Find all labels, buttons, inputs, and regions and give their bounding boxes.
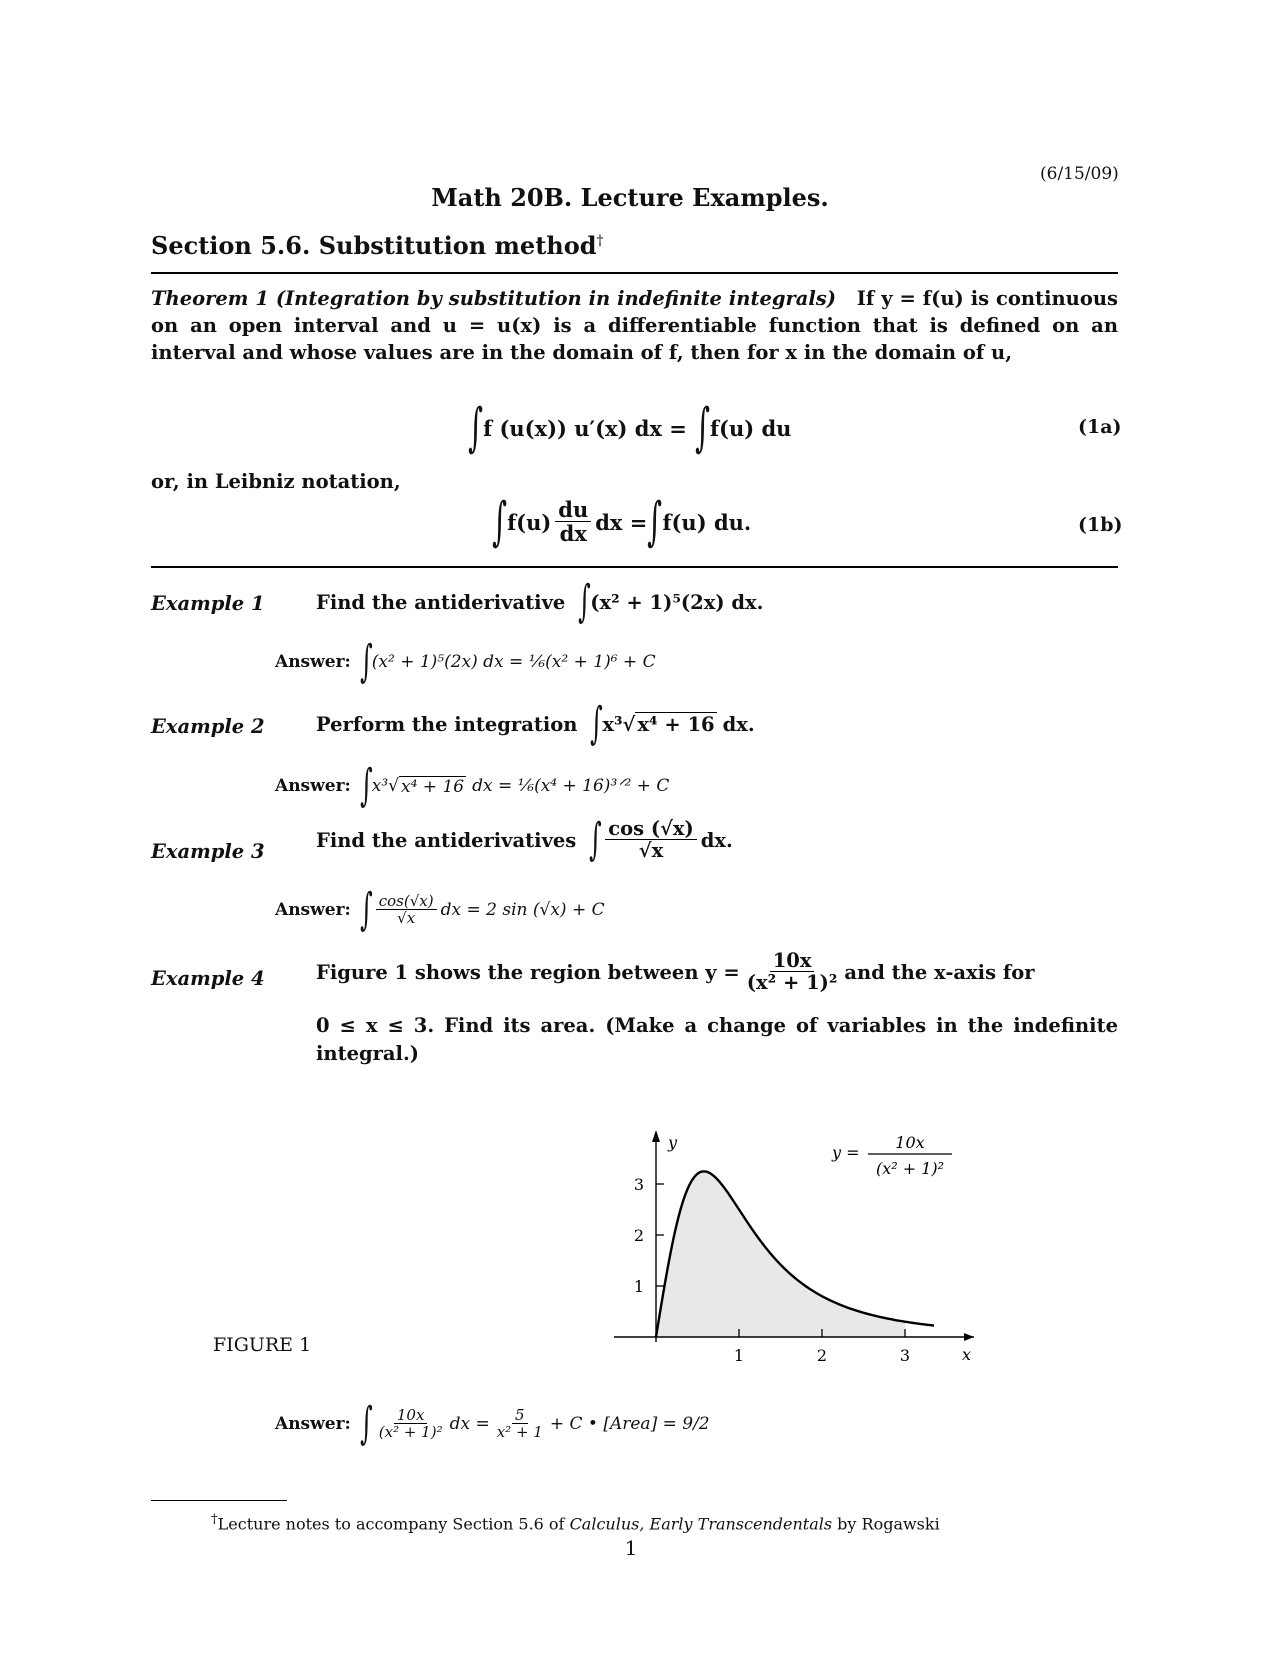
eq1b-right: f(u) du. [662, 509, 752, 535]
fraction-denominator: x² + 1 [496, 1423, 543, 1442]
curve-label-numerator: 10x [895, 1133, 925, 1152]
curve-label-prefix: y = [832, 1143, 860, 1162]
example-3-problem [316, 814, 733, 866]
fraction-denominator: (x² + 1)² [746, 971, 838, 995]
example-2-label: Example 2 [151, 715, 265, 738]
footnote [211, 1512, 940, 1533]
example-2-answer [275, 760, 670, 811]
example-3-answer-fraction [376, 893, 437, 928]
x-tick-label-2: 2 [816, 1346, 828, 1365]
example-4-answer-mid: dx = [449, 1414, 490, 1434]
section-footnote-mark: † [596, 233, 604, 249]
fraction-numerator: 10x [394, 1407, 428, 1425]
top-divider [151, 272, 1118, 274]
example-2-answer-radicand: x⁴ + 16 [401, 776, 465, 797]
example-3-fraction [605, 818, 697, 863]
eq1a-left: f (u(x)) u′(x) dx = [483, 415, 687, 441]
example-1-integrand: (x² + 1)⁵(2x) dx. [590, 590, 764, 614]
example-2-problem [316, 698, 755, 749]
example-4-answer-tail: + C • [Area] = 9/2 [549, 1414, 710, 1434]
leibniz-intro: or, in Leibniz notation, [151, 470, 401, 493]
equation-1b [492, 492, 752, 552]
example-4-label: Example 4 [151, 967, 265, 990]
fraction-numerator: du [555, 498, 591, 522]
date-stamp: (6/15/09) [1040, 164, 1119, 184]
theorem-lead: Theorem 1 (Integration by substitution in indefinite integrals) [151, 287, 837, 310]
eq1b-fraction [555, 498, 591, 546]
integral-sign: ∫ [359, 1398, 373, 1449]
example-2-radicand: x⁴ + 16 [637, 713, 715, 736]
fraction-numerator: 10x [770, 950, 815, 972]
eq1b-mid: dx = [595, 509, 648, 535]
page-title: Math 20B. Lecture Examples. [431, 183, 829, 212]
integral-sign: ∫ [647, 492, 663, 552]
fraction-denominator: √x [397, 909, 416, 928]
example-3-post: dx. [700, 828, 733, 852]
section-heading [151, 231, 604, 260]
example-2-post: dx. [722, 712, 755, 736]
footnote-text-b: by Rogawski [832, 1514, 940, 1534]
eq1a-right: f(u) du [710, 415, 792, 441]
fraction-denominator: (x² + 1)² [378, 1423, 443, 1442]
integral-sign: ∫ [359, 760, 373, 811]
integral-sign: ∫ [589, 814, 603, 866]
footnote-mark: † [211, 1512, 218, 1527]
theorem-text [151, 285, 1118, 366]
example-4-answer-fraction [376, 1407, 446, 1442]
example-2-answer-post: dx = ⅙(x⁴ + 16)³ᐟ² + C [472, 776, 670, 796]
eq1b-fu: f(u) [507, 509, 552, 535]
fraction-numerator: cos (√x) [605, 818, 697, 840]
y-tick-label-3: 3 [633, 1175, 644, 1194]
example-2-pre: x³ [602, 712, 623, 736]
example-1-problem [316, 576, 764, 627]
answer-label: Answer: [275, 652, 351, 672]
example-4-answer [275, 1398, 710, 1449]
section-title: Section 5.6. Substitution method [151, 231, 597, 260]
example-4-text-c: 0 ≤ x ≤ 3. Find its area. (Make a change of variables in the indefinite integral.) [316, 1014, 1118, 1065]
example-4-line1 [316, 950, 1035, 995]
integral-sign: ∫ [590, 698, 604, 749]
example-4-answer-fraction-2 [494, 1407, 546, 1442]
fraction-numerator: cos(√x) [376, 893, 437, 911]
example-4-text-b: and the x-axis for [844, 960, 1035, 984]
figure-1-graph [600, 1120, 1000, 1380]
y-tick-label-1: 1 [633, 1277, 644, 1296]
eq1b-tag: (1b) [1078, 514, 1123, 536]
example-2-text: Perform the integration [316, 712, 578, 736]
page-number: 1 [624, 1536, 638, 1560]
integral-sign: ∫ [492, 492, 507, 552]
answer-label: Answer: [275, 1414, 351, 1434]
example-1-answer [275, 636, 656, 687]
theorem-body: If y = f(u) is continuous on an open interval and u = u(x) is a differentiable function that is defined on an interval and whose values are in the domain of f, then for x in the domain of u, [151, 287, 1118, 364]
example-3-answer-post: dx = 2 sin (√x) + C [440, 900, 605, 920]
integral-sign: ∫ [468, 398, 483, 458]
example-3-label: Example 3 [151, 840, 265, 863]
integral-sign: ∫ [359, 884, 373, 935]
y-axis-arrow [652, 1130, 660, 1142]
curve-label-denominator: (x² + 1)² [875, 1159, 945, 1178]
y-axis-label: y [668, 1133, 678, 1152]
example-2-answer-pre: x³ [371, 776, 389, 796]
example-1-label: Example 1 [151, 592, 265, 615]
radical-sign: √ [622, 712, 636, 736]
footnote-book-title: Calculus, Early Transcendentals [569, 1514, 833, 1534]
example-1-answer-text: (x² + 1)⁵(2x) dx = ⅙(x² + 1)⁶ + C [371, 652, 656, 672]
x-tick-label-1: 1 [733, 1346, 745, 1365]
x-axis-arrow [964, 1333, 974, 1341]
footnote-divider [151, 1500, 287, 1501]
answer-label: Answer: [275, 900, 351, 920]
x-axis-label: x [962, 1345, 972, 1364]
answer-label: Answer: [275, 776, 351, 796]
figure-caption: FIGURE 1 [213, 1334, 312, 1356]
example-3-answer [275, 884, 605, 935]
example-1-text: Find the antiderivative [316, 590, 566, 614]
shaded-region [656, 1171, 905, 1337]
x-tick-label-3: 3 [899, 1346, 911, 1365]
integral-sign: ∫ [695, 398, 710, 458]
eq1a-tag: (1a) [1078, 416, 1122, 438]
radical-sign: √ [388, 776, 399, 796]
equation-1a [468, 398, 792, 458]
fraction-denominator: dx [559, 520, 587, 546]
y-tick-label-2: 2 [633, 1226, 644, 1245]
example-3-text: Find the antiderivatives [316, 828, 577, 852]
fraction-denominator: √x [638, 839, 664, 863]
integral-sign: ∫ [578, 576, 592, 627]
footnote-text-a: Lecture notes to accompany Section 5.6 of [217, 1514, 570, 1534]
example-4-fraction [744, 950, 841, 995]
integral-sign: ∫ [359, 636, 373, 687]
fraction-numerator: 5 [512, 1407, 528, 1425]
example-4-text-a: Figure 1 shows the region between y = [316, 960, 740, 984]
theorem-bottom-divider [151, 566, 1118, 568]
